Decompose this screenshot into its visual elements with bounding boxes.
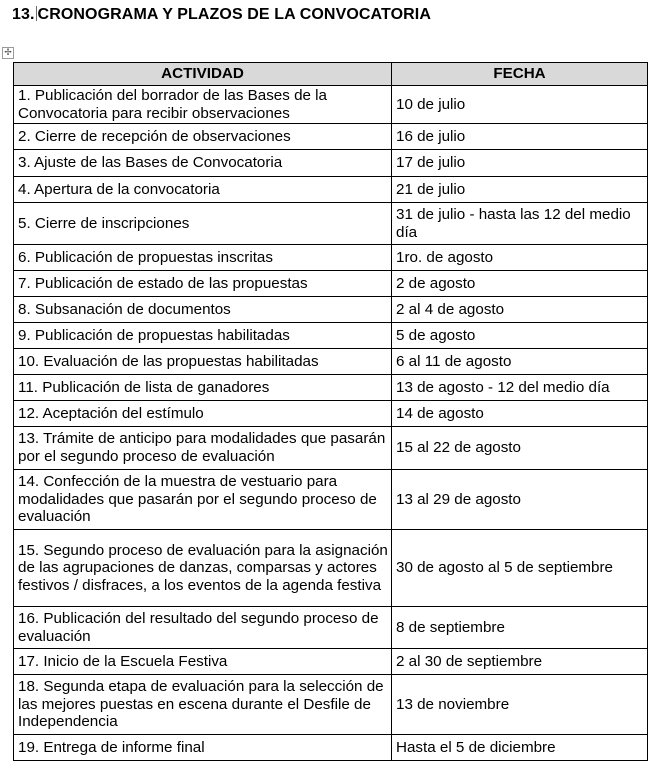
table-row: [14, 124, 648, 150]
table-row: [14, 297, 648, 323]
activity-cell: 14. Confección de la muestra de vestuario para modalidades que pasarán por el segundo proceso de evaluación: [14, 470, 392, 530]
section-title: CRONOGRAMA Y PLAZOS DE LA CONVOCATORIA: [37, 6, 431, 23]
table-row: [14, 470, 648, 530]
date-cell: 5 de agosto: [392, 323, 648, 349]
activity-cell: 9. Publicación de propuestas habilitadas: [14, 323, 392, 349]
table-row: [14, 607, 648, 649]
date-cell: 13 al 29 de agosto: [392, 470, 648, 530]
date-cell: 10 de julio: [392, 86, 648, 124]
schedule-table: [13, 62, 648, 761]
date-cell: 13 de noviembre: [392, 675, 648, 735]
table-row: [14, 735, 648, 761]
activity-cell: 13. Trámite de anticipo para modalidades que pasarán por el segundo proceso de evaluación: [14, 427, 392, 470]
table-move-handle[interactable]: [2, 47, 14, 59]
date-cell: 2 al 4 de agosto: [392, 297, 648, 323]
date-cell: Hasta el 5 de diciembre: [392, 735, 648, 761]
table-row: [14, 271, 648, 297]
activity-cell: 4. Apertura de la convocatoria: [14, 177, 392, 203]
activity-cell: 6. Publicación de propuestas inscritas: [14, 245, 392, 271]
activity-cell: 7. Publicación de estado de las propuestas: [14, 271, 392, 297]
column-header-date: FECHA: [392, 63, 648, 86]
date-cell: 16 de julio: [392, 124, 648, 150]
table-row: [14, 530, 648, 607]
activity-cell: 16. Publicación del resultado del segundo proceso de evaluación: [14, 607, 392, 649]
activity-cell: 19. Entrega de informe final: [14, 735, 392, 761]
activity-cell: 15. Segundo proceso de evaluación para la asignación de las agrupaciones de danzas, comparsas y actores festivos / disfraces, a los eventos de la agenda festiva: [14, 530, 392, 607]
date-cell: 6 al 11 de agosto: [392, 349, 648, 375]
date-cell: 2 al 30 de septiembre: [392, 649, 648, 675]
date-cell: 2 de agosto: [392, 271, 648, 297]
activity-cell: 8. Subsanación de documentos: [14, 297, 392, 323]
column-header-activity: ACTIVIDAD: [14, 63, 392, 86]
table-row: [14, 649, 648, 675]
section-heading: [12, 6, 431, 24]
activity-cell: 3. Ajuste de las Bases de Convocatoria: [14, 150, 392, 177]
date-cell: 1ro. de agosto: [392, 245, 648, 271]
date-cell: 15 al 22 de agosto: [392, 427, 648, 470]
date-cell: 14 de agosto: [392, 401, 648, 427]
table-row: [14, 86, 648, 124]
table-row: [14, 323, 648, 349]
move-arrows-icon: ✢: [4, 48, 12, 58]
table-header-row: [14, 63, 648, 86]
activity-cell: 5. Cierre de inscripciones: [14, 203, 392, 245]
table-row: [14, 203, 648, 245]
table-row: [14, 401, 648, 427]
table-row: [14, 375, 648, 401]
table-row: [14, 245, 648, 271]
activity-cell: 1. Publicación del borrador de las Bases de la Convocatoria para recibir observaciones: [14, 86, 392, 124]
table-row: [14, 349, 648, 375]
activity-cell: 12. Aceptación del estímulo: [14, 401, 392, 427]
date-cell: 13 de agosto - 12 del medio día: [392, 375, 648, 401]
table-row: [14, 427, 648, 470]
date-cell: 21 de julio: [392, 177, 648, 203]
table-row: [14, 675, 648, 735]
table-row: [14, 177, 648, 203]
date-cell: 17 de julio: [392, 150, 648, 177]
activity-cell: 11. Publicación de lista de ganadores: [14, 375, 392, 401]
section-number: 13.: [12, 6, 35, 23]
date-cell: 31 de julio - hasta las 12 del medio día: [392, 203, 648, 245]
date-cell: 30 de agosto al 5 de septiembre: [392, 530, 648, 607]
activity-cell: 18. Segunda etapa de evaluación para la selección de las mejores puestas en escena durante el Desfile de Independencia: [14, 675, 392, 735]
table-row: [14, 150, 648, 177]
text-cursor: [36, 6, 37, 21]
activity-cell: 2. Cierre de recepción de observaciones: [14, 124, 392, 150]
date-cell: 8 de septiembre: [392, 607, 648, 649]
activity-cell: 10. Evaluación de las propuestas habilitadas: [14, 349, 392, 375]
activity-cell: 17. Inicio de la Escuela Festiva: [14, 649, 392, 675]
